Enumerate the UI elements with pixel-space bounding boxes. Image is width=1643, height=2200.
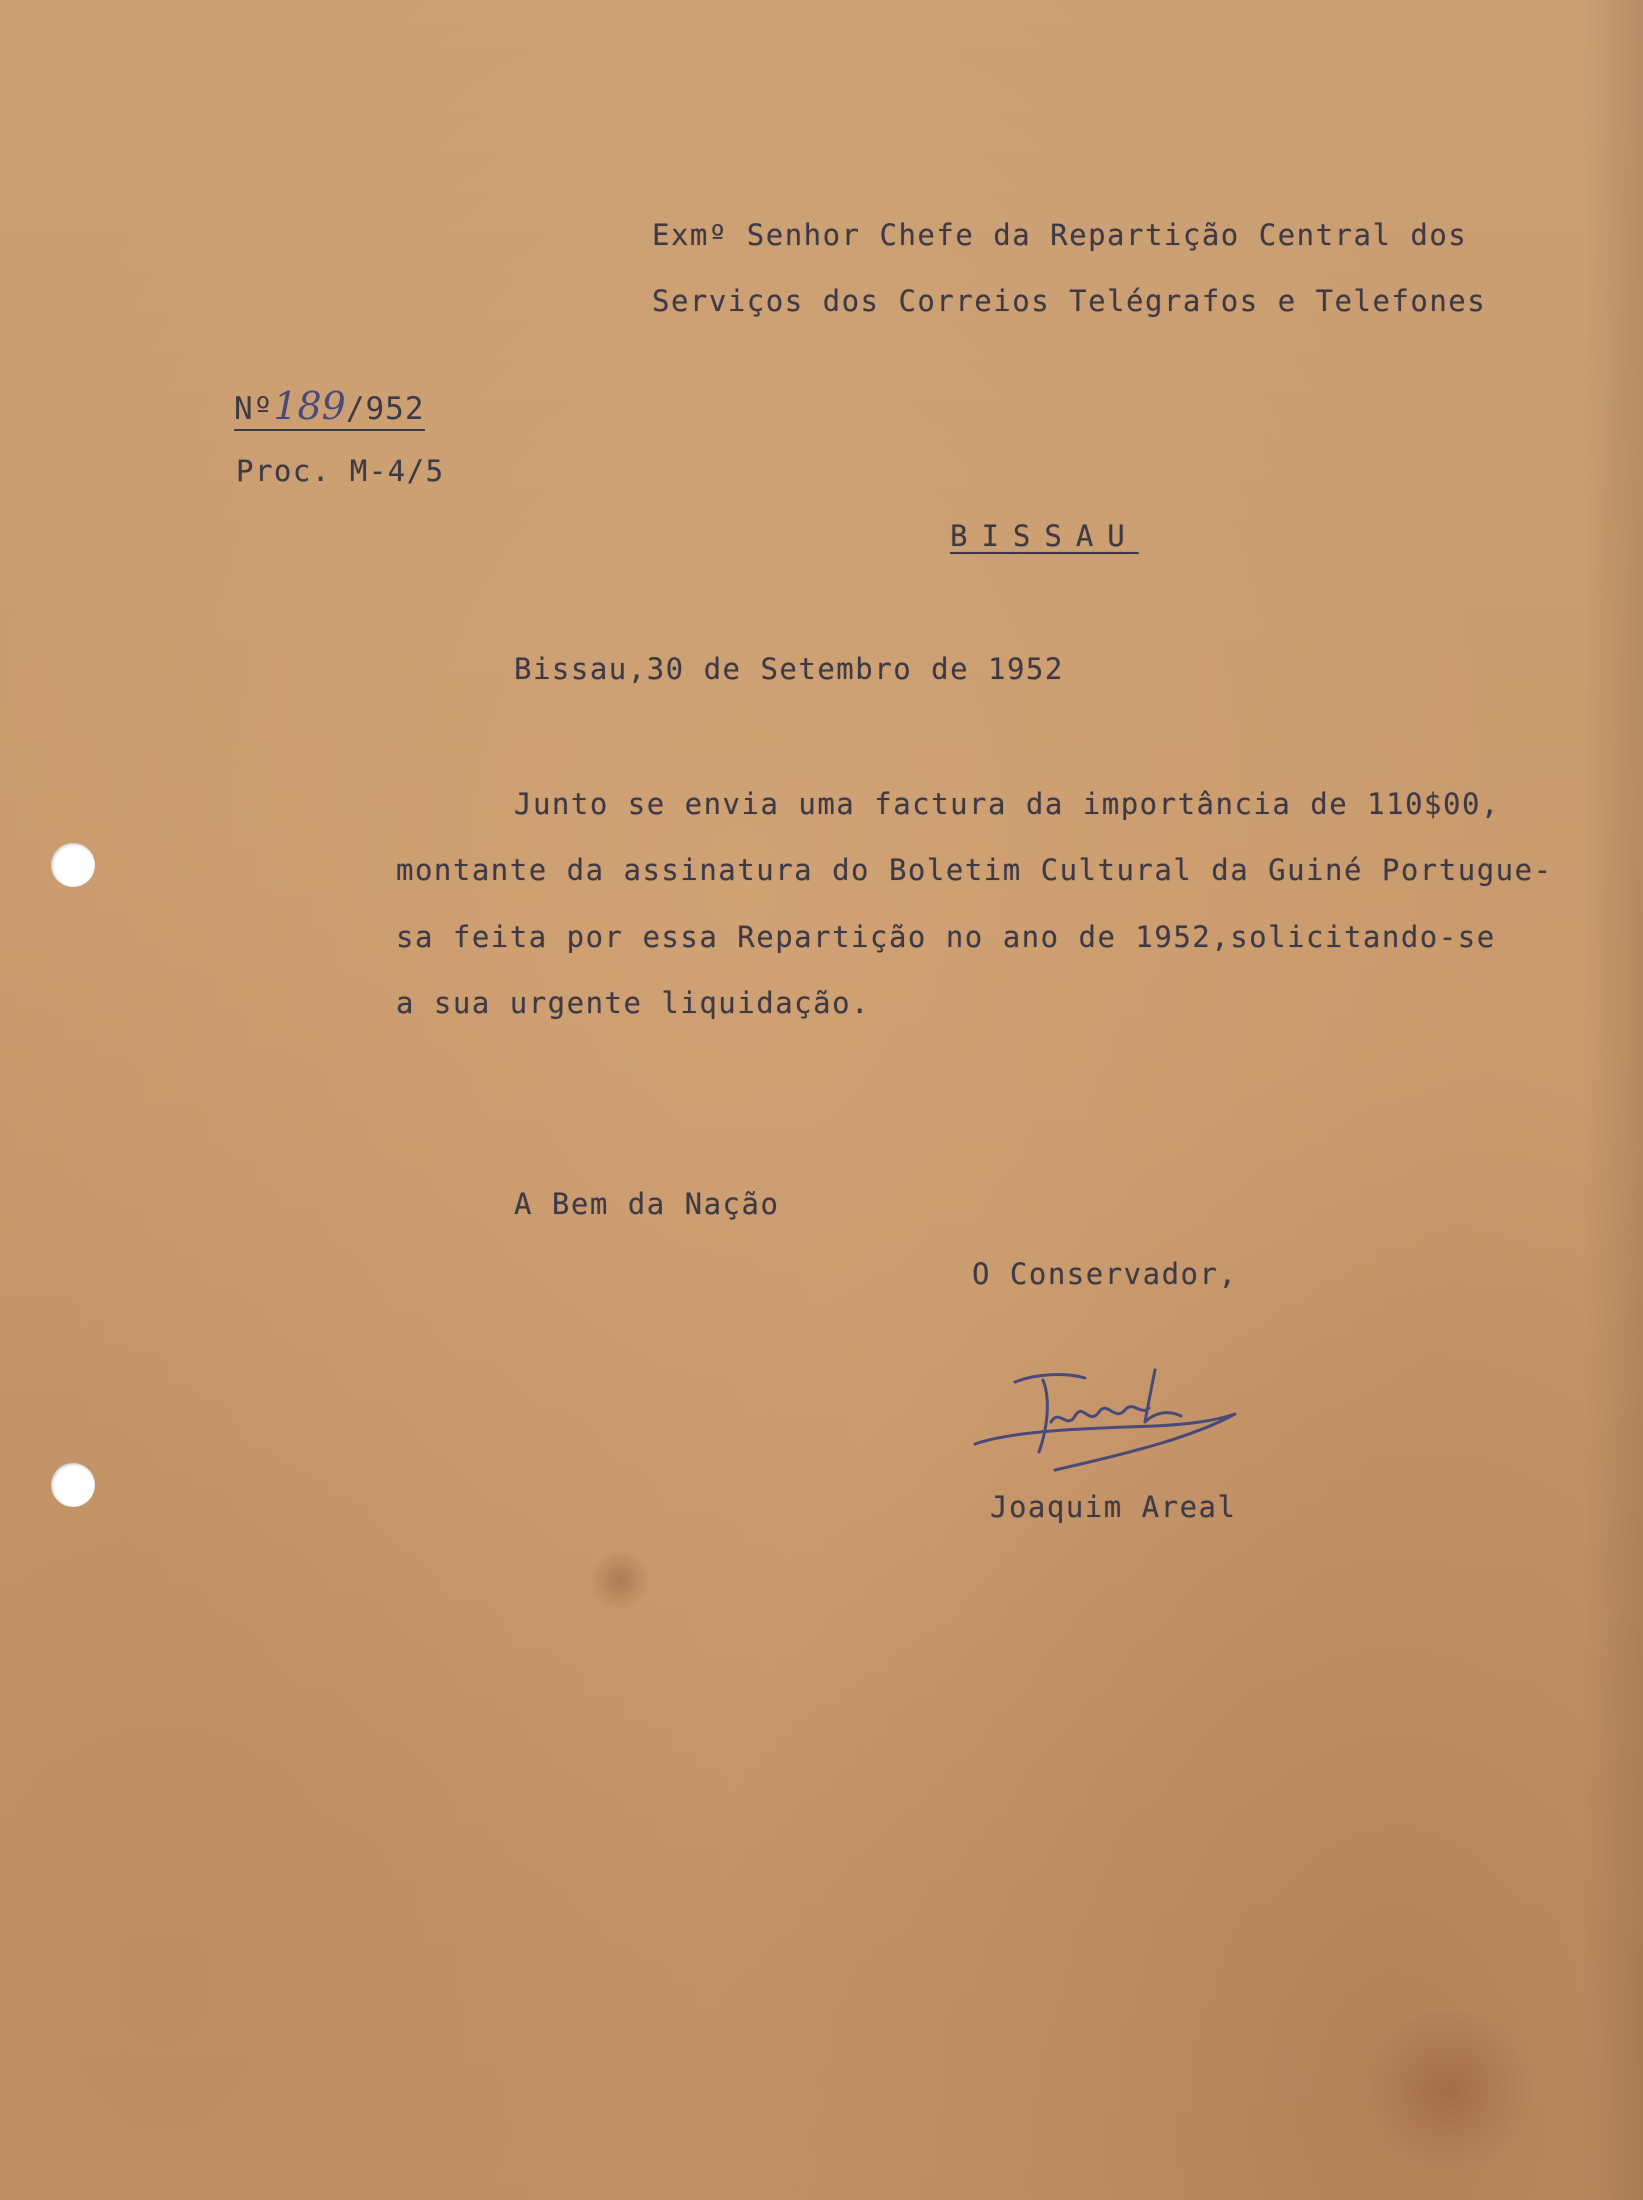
punch-hole-top — [51, 843, 95, 887]
body-line-2: montante da assinatura do Boletim Cultural da Guiné Portugue- — [396, 853, 1553, 887]
paper-stain — [1360, 2010, 1540, 2170]
handwritten-signature — [955, 1360, 1255, 1490]
addressee-line-2: Serviços dos Correios Telégrafos e Telefones — [652, 284, 1487, 318]
addressee-line-1: Exmº Senhor Chefe da Repartição Central dos — [652, 218, 1468, 252]
closing-salutation: A Bem da Nação — [514, 1187, 780, 1221]
paper-stain — [590, 1550, 650, 1610]
date-line: Bissau,30 de Setembro de 1952 — [514, 652, 1064, 686]
signer-name: Joaquim Areal — [990, 1490, 1237, 1524]
reference-year: /952 — [345, 391, 425, 427]
body-line-1: Junto se envia uma factura da importância de 110$00, — [514, 787, 1500, 821]
city-heading: BISSAU — [950, 519, 1139, 553]
reference-number-underlined — [234, 384, 425, 431]
process-number: Proc. M-4/5 — [236, 454, 445, 488]
reference-number — [234, 384, 425, 428]
signer-title: O Conservador, — [972, 1257, 1238, 1291]
body-line-3: sa feita por essa Repartição no ano de 1952,solicitando-se — [396, 920, 1496, 954]
body-line-4: a sua urgente liquidação. — [396, 986, 870, 1020]
reference-handwritten-number: 189 — [273, 384, 346, 428]
reference-prefix: Nº — [234, 391, 274, 427]
punch-hole-bottom — [51, 1463, 95, 1507]
page-edge-shadow — [1583, 0, 1643, 2200]
